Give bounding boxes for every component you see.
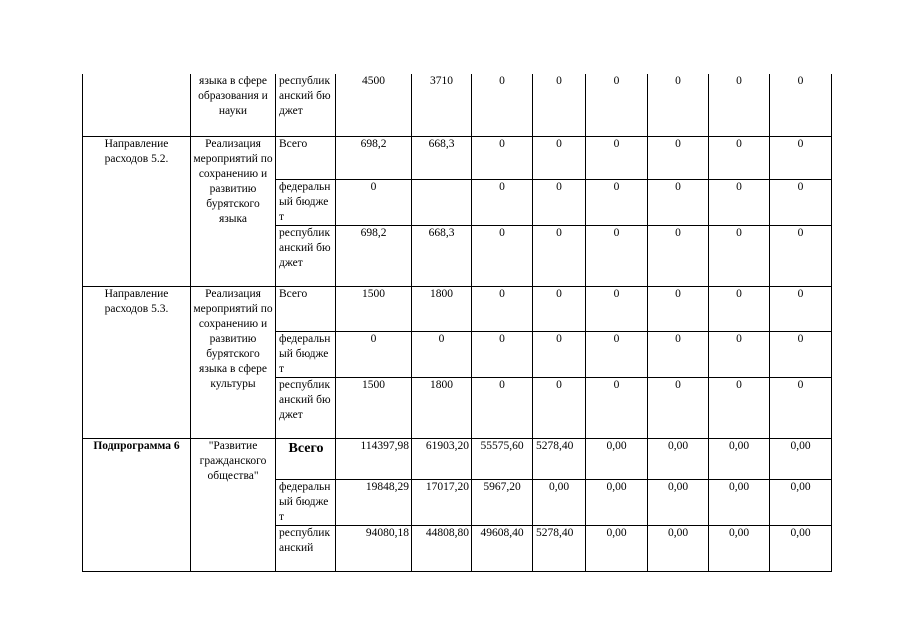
value-cell: 0 xyxy=(770,286,832,331)
value-cell: 0 xyxy=(472,136,533,179)
value-cell: 0 xyxy=(648,179,709,225)
value-cell: 0 xyxy=(586,225,648,286)
value-cell: 61903,20 xyxy=(412,438,472,479)
value-cell: 5967,20 xyxy=(472,479,533,525)
value-cell: 0 xyxy=(533,225,586,286)
value-cell: 0 xyxy=(770,225,832,286)
source-cell: федеральный бюджет xyxy=(276,179,336,225)
source-cell: республиканский xyxy=(276,525,336,571)
value-cell: 0,00 xyxy=(709,525,770,571)
value-cell: 5278,40 xyxy=(533,525,586,571)
value-cell: 0 xyxy=(709,179,770,225)
value-cell: 49608,40 xyxy=(472,525,533,571)
value-cell: 0,00 xyxy=(586,479,648,525)
value-cell: 0,00 xyxy=(648,479,709,525)
source-cell: республиканский бюджет xyxy=(276,74,336,136)
description-cell: Реализация мероприятий по сохранению и развитию бурятского языка xyxy=(191,136,276,286)
value-cell: 94080,18 xyxy=(336,525,412,571)
value-cell: 0 xyxy=(709,331,770,377)
source-cell xyxy=(276,438,336,479)
value-cell: 0,00 xyxy=(533,479,586,525)
value-cell: 4500 xyxy=(336,74,412,136)
subprogram-cell: Подпрограмма 6 xyxy=(83,438,191,571)
value-cell: 0,00 xyxy=(770,479,832,525)
value-cell: 0 xyxy=(586,74,648,136)
value-cell xyxy=(412,179,472,225)
total-label: Всего xyxy=(288,440,324,456)
value-cell: 5278,40 xyxy=(533,438,586,479)
value-cell: 0 xyxy=(586,331,648,377)
value-cell: 0 xyxy=(648,74,709,136)
source-cell: федеральный бюджет xyxy=(276,479,336,525)
value-cell: 0 xyxy=(533,286,586,331)
value-cell: 0 xyxy=(586,286,648,331)
value-cell: 0 xyxy=(586,179,648,225)
source-cell: федеральный бюджет xyxy=(276,331,336,377)
value-cell: 0 xyxy=(533,179,586,225)
value-cell: 0,00 xyxy=(586,525,648,571)
value-cell: 0 xyxy=(472,179,533,225)
value-cell: 1500 xyxy=(336,286,412,331)
value-cell: 0 xyxy=(533,136,586,179)
direction-cell xyxy=(83,74,191,136)
value-cell: 668,3 xyxy=(412,136,472,179)
value-cell: 0 xyxy=(533,331,586,377)
value-cell: 0,00 xyxy=(586,438,648,479)
value-cell: 0 xyxy=(586,136,648,179)
value-cell: 698,2 xyxy=(336,225,412,286)
value-cell: 0 xyxy=(709,74,770,136)
value-cell: 0 xyxy=(648,136,709,179)
table-row xyxy=(83,136,832,179)
budget-table xyxy=(82,74,832,572)
value-cell: 1800 xyxy=(412,377,472,438)
value-cell: 0 xyxy=(472,377,533,438)
value-cell: 0 xyxy=(533,377,586,438)
description-cell: "Развитие гражданского общества" xyxy=(191,438,276,571)
value-cell: 0 xyxy=(336,179,412,225)
value-cell: 0 xyxy=(586,377,648,438)
value-cell: 0 xyxy=(770,136,832,179)
value-cell: 0 xyxy=(709,136,770,179)
value-cell: 0 xyxy=(472,74,533,136)
value-cell: 0,00 xyxy=(648,525,709,571)
value-cell: 0 xyxy=(770,74,832,136)
value-cell: 0,00 xyxy=(709,438,770,479)
value-cell: 0,00 xyxy=(648,438,709,479)
value-cell: 698,2 xyxy=(336,136,412,179)
value-cell: 0 xyxy=(648,377,709,438)
value-cell: 0 xyxy=(648,286,709,331)
table-row xyxy=(83,286,832,331)
value-cell: 0 xyxy=(770,331,832,377)
value-cell: 0 xyxy=(412,331,472,377)
table-row xyxy=(83,438,832,479)
value-cell: 0 xyxy=(472,286,533,331)
source-cell: Всего xyxy=(276,136,336,179)
value-cell: 0 xyxy=(533,74,586,136)
value-cell: 0 xyxy=(770,377,832,438)
value-cell: 0 xyxy=(709,377,770,438)
value-cell: 19848,29 xyxy=(336,479,412,525)
value-cell: 668,3 xyxy=(412,225,472,286)
value-cell: 0,00 xyxy=(709,479,770,525)
value-cell: 0 xyxy=(336,331,412,377)
value-cell: 0,00 xyxy=(770,525,832,571)
description-cell: языка в сфере образования и науки xyxy=(191,74,276,136)
value-cell: 1800 xyxy=(412,286,472,331)
value-cell: 17017,20 xyxy=(412,479,472,525)
source-cell: республиканский бюджет xyxy=(276,377,336,438)
value-cell: 3710 xyxy=(412,74,472,136)
value-cell: 0 xyxy=(472,331,533,377)
value-cell: 0 xyxy=(472,225,533,286)
value-cell: 1500 xyxy=(336,377,412,438)
source-cell: республиканский бюджет xyxy=(276,225,336,286)
direction-cell: Направление расходов 5.2. xyxy=(83,136,191,286)
source-cell: Всего xyxy=(276,286,336,331)
value-cell: 44808,80 xyxy=(412,525,472,571)
value-cell: 0 xyxy=(770,179,832,225)
value-cell: 55575,60 xyxy=(472,438,533,479)
description-cell: Реализация мероприятий по сохранению и развитию бурятского языка в сфере культуры xyxy=(191,286,276,438)
value-cell: 0,00 xyxy=(770,438,832,479)
value-cell: 0 xyxy=(709,286,770,331)
value-cell: 114397,98 xyxy=(336,438,412,479)
value-cell: 0 xyxy=(648,225,709,286)
direction-cell: Направление расходов 5.3. xyxy=(83,286,191,438)
value-cell: 0 xyxy=(648,331,709,377)
table-row xyxy=(83,74,832,136)
value-cell: 0 xyxy=(709,225,770,286)
